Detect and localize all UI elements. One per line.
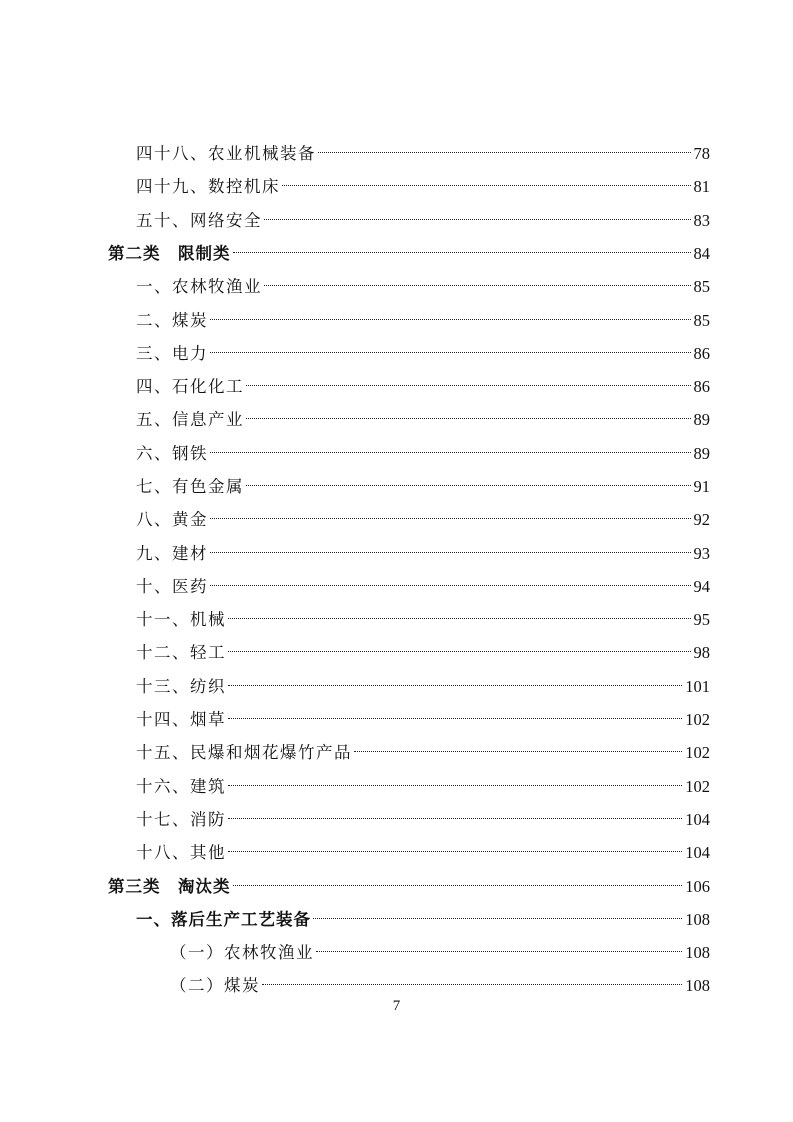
toc-entry-page: 78 [693, 144, 710, 163]
toc-entry[interactable] [136, 639, 710, 667]
toc-entry[interactable] [108, 873, 710, 901]
toc-entry-label: 三、电力 [136, 344, 208, 363]
toc-entry[interactable] [170, 939, 710, 967]
toc-entry-label: 十五、民爆和烟花爆竹产品 [136, 743, 352, 762]
dot-leader [354, 751, 682, 752]
toc-entry[interactable] [136, 340, 710, 368]
toc-entry-page: 92 [693, 510, 710, 529]
toc-entry-label: 十六、建筑 [136, 777, 226, 796]
toc-entry[interactable] [136, 773, 710, 801]
dot-leader [313, 918, 682, 919]
toc-entry-label: 五、信息产业 [136, 410, 244, 429]
toc-entry-page: 108 [685, 943, 710, 962]
dot-leader [210, 518, 691, 519]
toc-entry[interactable] [136, 173, 710, 201]
toc-entry[interactable] [136, 706, 710, 734]
dot-leader [228, 785, 682, 786]
dot-leader [228, 651, 691, 652]
toc-entry-page: 86 [693, 344, 710, 363]
dot-leader [228, 685, 682, 686]
toc-entry-label: 四、石化化工 [136, 377, 244, 396]
toc-entry-label: 五十、网络安全 [136, 211, 262, 230]
toc-entry-label: （二）煤炭 [170, 976, 260, 995]
dot-leader [316, 951, 682, 952]
toc-entry-label: 第二类 限制类 [108, 244, 231, 263]
dot-leader [233, 885, 683, 886]
toc-entry[interactable] [136, 440, 710, 468]
dot-leader [246, 485, 691, 486]
toc-entry-page: 84 [693, 244, 710, 263]
toc-entry[interactable] [136, 473, 710, 501]
toc-entry-page: 106 [685, 877, 710, 896]
toc-entry-label: 八、黄金 [136, 510, 208, 529]
dot-leader [210, 319, 691, 320]
toc-entry-label: 二、煤炭 [136, 311, 208, 330]
toc-entry[interactable] [136, 207, 710, 235]
dot-leader [246, 418, 691, 419]
toc-entry[interactable] [136, 540, 710, 568]
toc-entry-page: 95 [693, 610, 710, 629]
toc-entry-label: 十一、机械 [136, 610, 226, 629]
toc-entry-page: 102 [685, 710, 710, 729]
toc-entry-label: （一）农林牧渔业 [170, 943, 314, 962]
toc-entry[interactable] [136, 307, 710, 335]
toc-entry[interactable] [136, 140, 710, 168]
toc-entry-page: 104 [685, 810, 710, 829]
toc-entry-page: 108 [685, 910, 710, 929]
toc-entry-page: 91 [693, 477, 710, 496]
toc-entry-page: 101 [685, 677, 710, 696]
toc-entry-page: 89 [693, 444, 710, 463]
toc-entry-label: 十七、消防 [136, 810, 226, 829]
toc-entry[interactable] [136, 839, 710, 867]
toc-entry-label: 七、有色金属 [136, 477, 244, 496]
toc-entry-page: 85 [693, 277, 710, 296]
toc-entry-label: 一、农林牧渔业 [136, 277, 262, 296]
toc-entry[interactable] [136, 273, 710, 301]
dot-leader [210, 452, 691, 453]
toc-entry-page: 94 [693, 577, 710, 596]
toc-entry-page: 102 [685, 777, 710, 796]
toc-entry-page: 86 [693, 377, 710, 396]
dot-leader [210, 552, 691, 553]
toc-entry-label: 十四、烟草 [136, 710, 226, 729]
toc-entry-label: 十二、轻工 [136, 643, 226, 662]
toc-entry-page: 83 [693, 211, 710, 230]
page-number: 7 [392, 998, 401, 1014]
toc-entry[interactable] [136, 906, 710, 934]
toc-entry-page: 98 [693, 643, 710, 662]
toc-entry[interactable] [136, 373, 710, 401]
toc-entry[interactable] [136, 406, 710, 434]
toc-entry[interactable] [136, 806, 710, 834]
toc-entry-page: 102 [685, 743, 710, 762]
dot-leader [233, 252, 691, 253]
toc-entry-page: 108 [685, 976, 710, 995]
dot-leader [264, 285, 691, 286]
dot-leader [264, 219, 691, 220]
toc-entry-label: 四十八、农业机械装备 [136, 144, 316, 163]
toc-entry[interactable] [170, 972, 710, 1000]
dot-leader [228, 851, 682, 852]
dot-leader [228, 618, 691, 619]
dot-leader [210, 585, 691, 586]
toc-entry[interactable] [136, 606, 710, 634]
toc-entry-label: 九、建材 [136, 544, 208, 563]
dot-leader [210, 352, 691, 353]
toc-entry[interactable] [136, 673, 710, 701]
toc-entry-page: 104 [685, 843, 710, 862]
toc-entry-label: 十、医药 [136, 577, 208, 596]
toc-entry-label: 十八、其他 [136, 843, 226, 862]
dot-leader [228, 818, 682, 819]
toc-entry[interactable] [136, 739, 710, 767]
toc-entry[interactable] [136, 506, 710, 534]
dot-leader [246, 385, 691, 386]
toc-entry-page: 93 [693, 544, 710, 563]
toc-entry-label: 第三类 淘汰类 [108, 877, 231, 896]
toc-entry-label: 十三、纺织 [136, 677, 226, 696]
dot-leader [318, 152, 691, 153]
toc-entry[interactable] [136, 573, 710, 601]
toc-entry-label: 六、钢铁 [136, 444, 208, 463]
dot-leader [282, 185, 691, 186]
toc-entry-page: 85 [693, 311, 710, 330]
dot-leader [228, 718, 682, 719]
toc-entry-page: 89 [693, 410, 710, 429]
toc-entry[interactable] [108, 240, 710, 268]
toc-entry-label: 四十九、数控机床 [136, 177, 280, 196]
toc-entry-page: 81 [693, 177, 710, 196]
toc-entry-label: 一、落后生产工艺装备 [136, 910, 311, 929]
dot-leader [262, 984, 682, 985]
